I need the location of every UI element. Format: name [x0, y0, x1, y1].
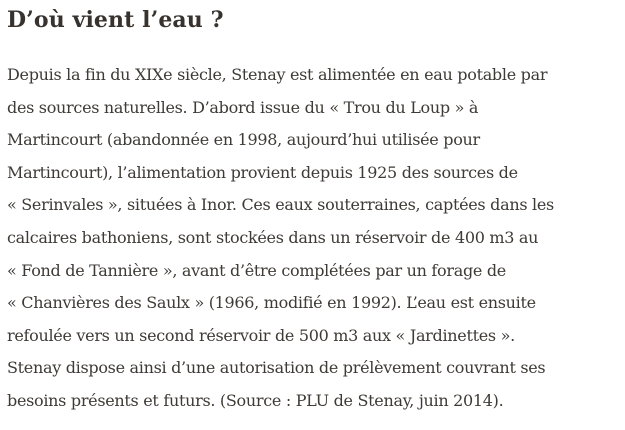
- paragraph-line: « Serinvales », situées à Inor. Ces eaux souterraines, captées dans les: [7, 195, 554, 215]
- paragraph-line: calcaires bathoniens, sont stockées dans un réservoir de 400 m3 au: [7, 227, 539, 247]
- article-body: [7, 59, 619, 418]
- paragraph-line: « Chanvières des Saulx » (1966, modifié en 1992). L’eau est ensuite: [7, 293, 536, 313]
- paragraph-line: refoulée vers un second réservoir de 500 m3 aux « Jardinettes ».: [7, 325, 515, 345]
- paragraph-line: Martincourt (abandonnée en 1998, aujourd’hui utilisée pour: [7, 130, 480, 150]
- paragraph-line: « Fond de Tannière », avant d’être complétées par un forage de: [7, 260, 506, 280]
- paragraph-line: Martincourt), l’alimentation provient depuis 1925 des sources de: [7, 162, 518, 182]
- paragraph-line: besoins présents et futurs. (Source : PLU de Stenay, juin 2014).: [7, 390, 504, 410]
- paragraph-line: des sources naturelles. D’abord issue du « Trou du Loup » à: [7, 97, 479, 117]
- paragraph-line: Depuis la fin du XIXe siècle, Stenay est alimentée en eau potable par: [7, 65, 548, 84]
- page-title: D’où vient l’eau ?: [7, 7, 224, 33]
- paragraph-line: Stenay dispose ainsi d’une autorisation de prélèvement couvrant ses: [7, 358, 546, 378]
